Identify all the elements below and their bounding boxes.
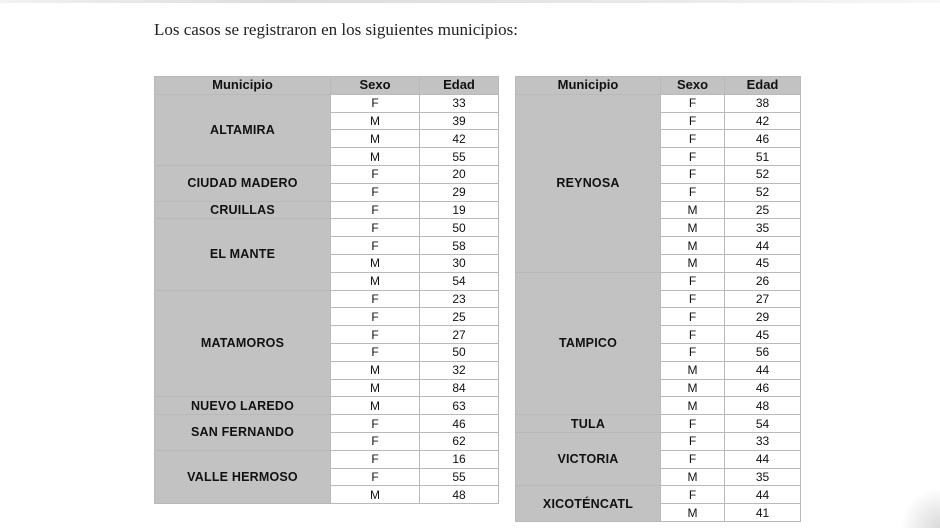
sexo-cell: F <box>331 450 420 468</box>
sexo-cell: F <box>331 308 420 326</box>
edad-cell: 32 <box>420 361 499 379</box>
edad-cell: 44 <box>725 361 801 379</box>
edad-cell: 30 <box>420 254 499 272</box>
sexo-cell: F <box>661 450 725 468</box>
sexo-cell: M <box>331 148 420 166</box>
edad-cell: 48 <box>725 397 801 415</box>
sexo-cell: F <box>331 343 420 361</box>
edad-cell: 19 <box>420 201 499 219</box>
edad-cell: 45 <box>725 326 801 344</box>
cases-table-right <box>515 76 801 522</box>
edad-cell: 35 <box>725 219 801 237</box>
sexo-cell: F <box>331 94 420 112</box>
sexo-cell: M <box>661 219 725 237</box>
edad-cell: 63 <box>420 397 499 415</box>
edad-cell: 46 <box>420 415 499 433</box>
municipio-cell: VICTORIA <box>516 432 661 485</box>
table-row <box>516 415 801 433</box>
edad-cell: 33 <box>420 94 499 112</box>
edad-cell: 33 <box>725 432 801 450</box>
edad-cell: 39 <box>420 112 499 130</box>
edad-cell: 54 <box>725 415 801 433</box>
edad-cell: 55 <box>420 468 499 486</box>
edad-cell: 44 <box>725 486 801 504</box>
sexo-cell: F <box>331 165 420 183</box>
sexo-cell: M <box>661 201 725 219</box>
sexo-cell: F <box>331 183 420 201</box>
cases-table-body <box>516 94 801 521</box>
header-municipio: Municipio <box>155 77 331 95</box>
table-row <box>516 94 801 112</box>
sexo-cell: F <box>661 308 725 326</box>
table-row <box>155 219 499 237</box>
sexo-cell: F <box>661 130 725 148</box>
edad-cell: 58 <box>420 237 499 255</box>
cases-table-left <box>154 76 499 504</box>
edad-cell: 42 <box>725 112 801 130</box>
edad-cell: 44 <box>725 237 801 255</box>
table-row <box>155 290 499 308</box>
sexo-cell: F <box>661 326 725 344</box>
sexo-cell: F <box>661 432 725 450</box>
sexo-cell: F <box>661 486 725 504</box>
cases-table-body <box>155 94 499 503</box>
edad-cell: 29 <box>725 308 801 326</box>
sexo-cell: F <box>331 415 420 433</box>
edad-cell: 27 <box>725 290 801 308</box>
sexo-cell: F <box>331 237 420 255</box>
header-municipio: Municipio <box>516 77 661 95</box>
edad-cell: 51 <box>725 148 801 166</box>
sexo-cell: M <box>661 361 725 379</box>
edad-cell: 46 <box>725 130 801 148</box>
sexo-cell: M <box>661 397 725 415</box>
sexo-cell: M <box>331 112 420 130</box>
sexo-cell: F <box>661 183 725 201</box>
municipio-cell: EL MANTE <box>155 219 331 290</box>
table-row <box>155 450 499 468</box>
sexo-cell: F <box>661 94 725 112</box>
edad-cell: 38 <box>725 94 801 112</box>
header-sexo: Sexo <box>661 77 725 95</box>
table-row <box>516 272 801 290</box>
sexo-cell: M <box>331 486 420 504</box>
sexo-cell: F <box>661 165 725 183</box>
edad-cell: 41 <box>725 504 801 522</box>
edad-cell: 25 <box>725 201 801 219</box>
corner-shadow <box>900 488 940 528</box>
edad-cell: 50 <box>420 343 499 361</box>
table-header-row <box>155 77 499 95</box>
edad-cell: 35 <box>725 468 801 486</box>
edad-cell: 42 <box>420 130 499 148</box>
table-row <box>516 486 801 504</box>
table-header-row <box>516 77 801 95</box>
edad-cell: 23 <box>420 290 499 308</box>
table-row <box>155 415 499 433</box>
edad-cell: 46 <box>725 379 801 397</box>
sexo-cell: F <box>661 272 725 290</box>
sexo-cell: F <box>661 148 725 166</box>
edad-cell: 55 <box>420 148 499 166</box>
sexo-cell: F <box>331 219 420 237</box>
sexo-cell: F <box>331 201 420 219</box>
sexo-cell: M <box>661 504 725 522</box>
header-sexo: Sexo <box>331 77 420 95</box>
edad-cell: 54 <box>420 272 499 290</box>
edad-cell: 52 <box>725 183 801 201</box>
municipio-cell: NUEVO LAREDO <box>155 397 331 415</box>
edad-cell: 29 <box>420 183 499 201</box>
table-row <box>155 397 499 415</box>
sexo-cell: F <box>331 290 420 308</box>
sexo-cell: F <box>331 432 420 450</box>
edad-cell: 45 <box>725 254 801 272</box>
edad-cell: 56 <box>725 343 801 361</box>
edad-cell: 16 <box>420 450 499 468</box>
sexo-cell: M <box>661 468 725 486</box>
sexo-cell: M <box>331 130 420 148</box>
header-edad: Edad <box>420 77 499 95</box>
edad-cell: 25 <box>420 308 499 326</box>
edad-cell: 62 <box>420 432 499 450</box>
edad-cell: 44 <box>725 450 801 468</box>
edad-cell: 52 <box>725 165 801 183</box>
table-row <box>516 432 801 450</box>
sexo-cell: M <box>661 237 725 255</box>
sexo-cell: M <box>331 379 420 397</box>
municipio-cell: VALLE HERMOSO <box>155 450 331 503</box>
municipio-cell: CIUDAD MADERO <box>155 165 331 201</box>
sexo-cell: M <box>661 254 725 272</box>
municipio-cell: XICOTÉNCATL <box>516 486 661 522</box>
sexo-cell: M <box>331 272 420 290</box>
sexo-cell: F <box>661 343 725 361</box>
edad-cell: 84 <box>420 379 499 397</box>
edad-cell: 20 <box>420 165 499 183</box>
sexo-cell: F <box>661 415 725 433</box>
sexo-cell: F <box>661 290 725 308</box>
table-row <box>155 201 499 219</box>
edad-cell: 50 <box>420 219 499 237</box>
municipio-cell: REYNOSA <box>516 94 661 272</box>
sexo-cell: F <box>331 326 420 344</box>
sexo-cell: M <box>661 379 725 397</box>
sexo-cell: F <box>331 468 420 486</box>
table-row <box>155 94 499 112</box>
edad-cell: 27 <box>420 326 499 344</box>
header-edad: Edad <box>725 77 801 95</box>
edad-cell: 48 <box>420 486 499 504</box>
municipio-cell: SAN FERNANDO <box>155 415 331 451</box>
municipio-cell: ALTAMIRA <box>155 94 331 165</box>
sexo-cell: M <box>331 254 420 272</box>
edad-cell: 26 <box>725 272 801 290</box>
sexo-cell: M <box>331 397 420 415</box>
municipio-cell: CRUILLAS <box>155 201 331 219</box>
municipio-cell: TULA <box>516 415 661 433</box>
municipio-cell: TAMPICO <box>516 272 661 414</box>
sexo-cell: M <box>331 361 420 379</box>
municipio-cell: MATAMOROS <box>155 290 331 397</box>
sexo-cell: F <box>661 112 725 130</box>
intro-paragraph: Los casos se registraron en los siguientes municipios: <box>154 20 519 39</box>
top-edge-bar <box>0 0 940 3</box>
table-row <box>155 165 499 183</box>
